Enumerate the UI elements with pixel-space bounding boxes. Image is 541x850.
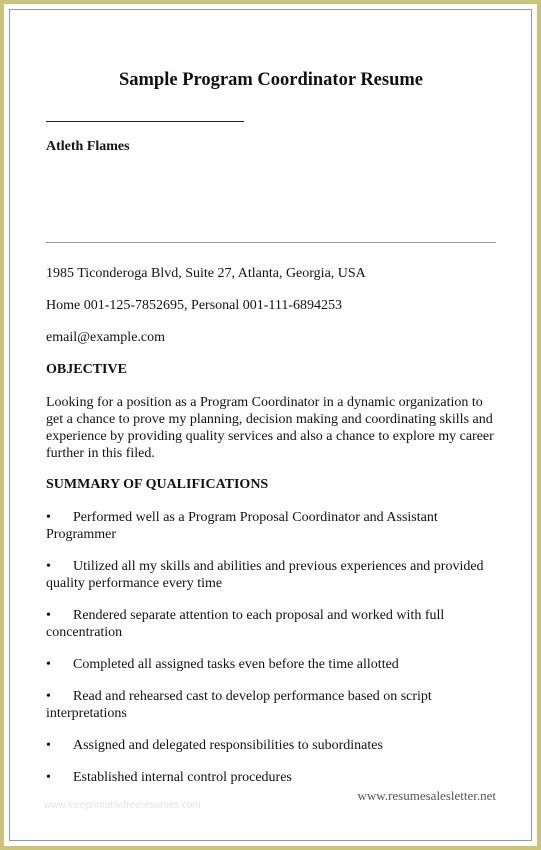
bullet-icon: • (46, 738, 51, 753)
applicant-name: Atleth Flames (46, 139, 130, 154)
phone-line: Home 001-125-7852695, Personal 001-111-6894253 (46, 298, 343, 313)
qualification-item (46, 509, 498, 543)
qualification-item (46, 558, 498, 592)
bullet-icon: • (46, 510, 51, 525)
bullet-icon: • (46, 657, 51, 672)
qualification-text: Completed all assigned tasks even before the time allotted (73, 657, 399, 672)
resume-title: Sample Program Coordinator Resume (118, 70, 424, 90)
qualification-item (46, 769, 498, 786)
qualification-item (46, 688, 498, 722)
qualification-item (46, 737, 498, 754)
qualification-text: Performed well as a Program Proposal Coordinator and Assistant Programmer (46, 510, 438, 542)
bullet-icon: • (46, 770, 51, 785)
qualification-text: Read and rehearsed cast to develop performance based on script interpretations (46, 689, 432, 721)
qualification-text: Assigned and delegated responsibilities to subordinates (73, 738, 383, 753)
objective-heading: OBJECTIVE (46, 362, 127, 377)
qualification-item (46, 607, 498, 641)
watermark-text: www.freeprintablefreeresumes.com (44, 800, 201, 811)
email-line: email@example.com (46, 330, 166, 345)
bullet-icon: • (46, 608, 51, 623)
title-divider (46, 121, 244, 122)
qualification-item (46, 656, 498, 673)
qualification-text: Established internal control procedures (73, 770, 292, 785)
header-divider (46, 242, 496, 243)
summary-heading: SUMMARY OF QUALIFICATIONS (46, 477, 269, 492)
bullet-icon: • (46, 689, 51, 704)
footer-url: www.resumesalesletter.net (357, 788, 496, 803)
objective-text: Looking for a position as a Program Coordinator in a dynamic organization to get a chance to prove my planning, decision making and coordinating skills and experience by providing quality services and also a chance to explore my career further in this filed. (46, 395, 494, 461)
bullet-icon: • (46, 559, 51, 574)
address-line: 1985 Ticonderoga Blvd, Suite 27, Atlanta, Georgia, USA (46, 266, 366, 281)
qualification-text: Utilized all my skills and abilities and previous experiences and provided quality performance every time (46, 559, 484, 591)
qualification-text: Rendered separate attention to each proposal and worked with full concentration (46, 608, 445, 640)
